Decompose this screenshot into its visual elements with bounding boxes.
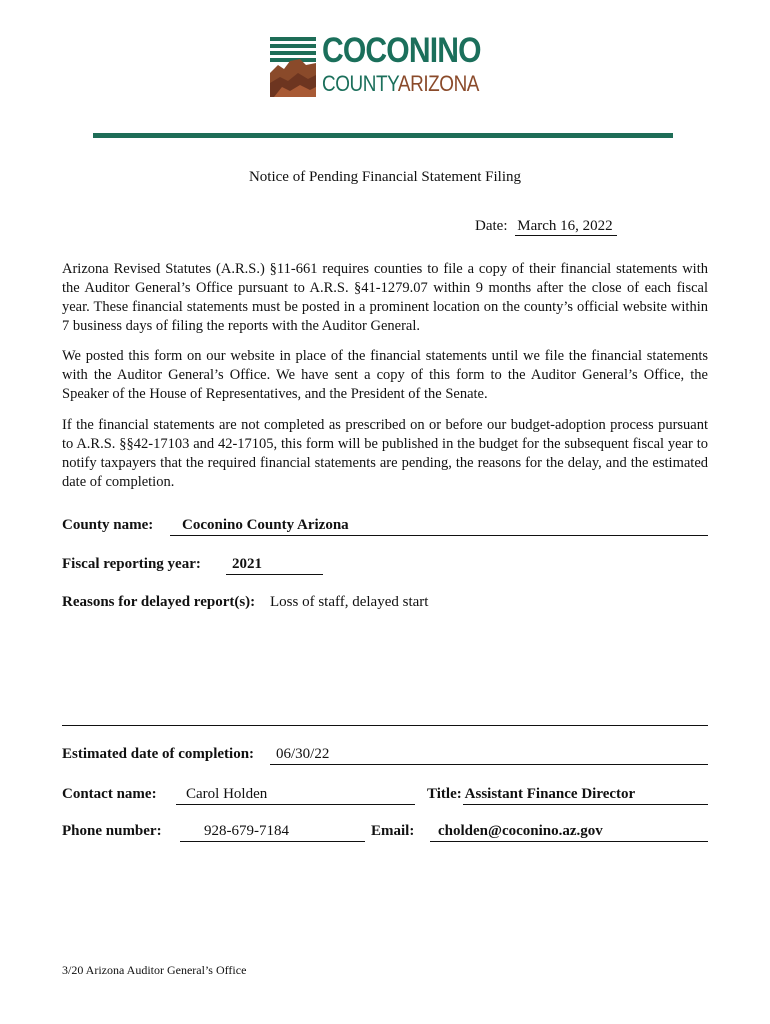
contact-name-value: Carol Holden xyxy=(186,786,268,802)
fiscal-year-label: Fiscal reporting year: xyxy=(62,556,201,572)
date-row xyxy=(475,218,617,236)
paragraph-budget: If the financial statements are not completed as prescribed on or before our budget-adoption process pursuant to A.R.S. §§42-17103 and 42-17105, this form will be published in the budget for the subsequent fiscal year to notify taxpayers that the required financial statements are pending, the reasons for the delay, and the estimated date of completion. xyxy=(62,417,708,490)
logo-word-county: COUNTY xyxy=(322,71,398,96)
phone-value: 928-679-7184 xyxy=(204,823,289,839)
reasons-label: Reasons for delayed report(s): xyxy=(62,594,256,610)
email-label: Email: xyxy=(371,823,415,839)
contact-title-label: Title: xyxy=(427,786,462,802)
estimated-date-value: 06/30/22 xyxy=(276,746,330,762)
logo-wordmark-coconino: COCONINO xyxy=(322,31,481,70)
phone-label: Phone number: xyxy=(62,823,162,839)
paragraph-posting: We posted this form on our website in place of the financial statements until we file the financial statements with the Auditor General’s Office. We have sent a copy of this form to the Auditor General’s Office, the Speaker of the House of Representatives, and the President of the Senate. xyxy=(62,348,708,402)
county-name-value: Coconino County Arizona xyxy=(182,517,349,533)
contact-title-value: Assistant Finance Director xyxy=(464,786,636,802)
reasons-bottom-rule xyxy=(62,725,708,726)
mesa-landscape-icon xyxy=(270,35,316,97)
estimated-date-label: Estimated date of completion: xyxy=(62,746,255,762)
date-label: Date: xyxy=(475,218,508,234)
fiscal-year-value: 2021 xyxy=(232,556,262,572)
email-value: cholden@coconino.az.gov xyxy=(438,823,603,839)
header-divider xyxy=(93,133,673,138)
paragraph-statute: Arizona Revised Statutes (A.R.S.) §11-661 requires counties to file a copy of their financial statements with the Auditor General’s Office pursuant to A.R.S. §41-1279.07 within 9 months after the close of each fiscal year. These financial statements must be posted in a prominent location on the county’s official website within 7 business days of filing the reports with the Auditor General. xyxy=(62,261,708,334)
document-title: Notice of Pending Financial Statement Filing xyxy=(248,169,522,185)
date-value: March 16, 2022 xyxy=(515,218,617,236)
county-name-label: County name: xyxy=(62,517,154,533)
coconino-county-logo xyxy=(270,31,500,101)
logo-wordmark-county-arizona xyxy=(322,73,479,95)
estimated-date-underline xyxy=(270,746,708,765)
logo-word-arizona: ARIZONA xyxy=(397,71,480,96)
reasons-value: Loss of staff, delayed start xyxy=(270,594,429,610)
footer-note: 3/20 Arizona Auditor General’s Office xyxy=(62,963,247,977)
contact-name-label: Contact name: xyxy=(62,786,157,802)
contact-title-field xyxy=(427,786,635,803)
